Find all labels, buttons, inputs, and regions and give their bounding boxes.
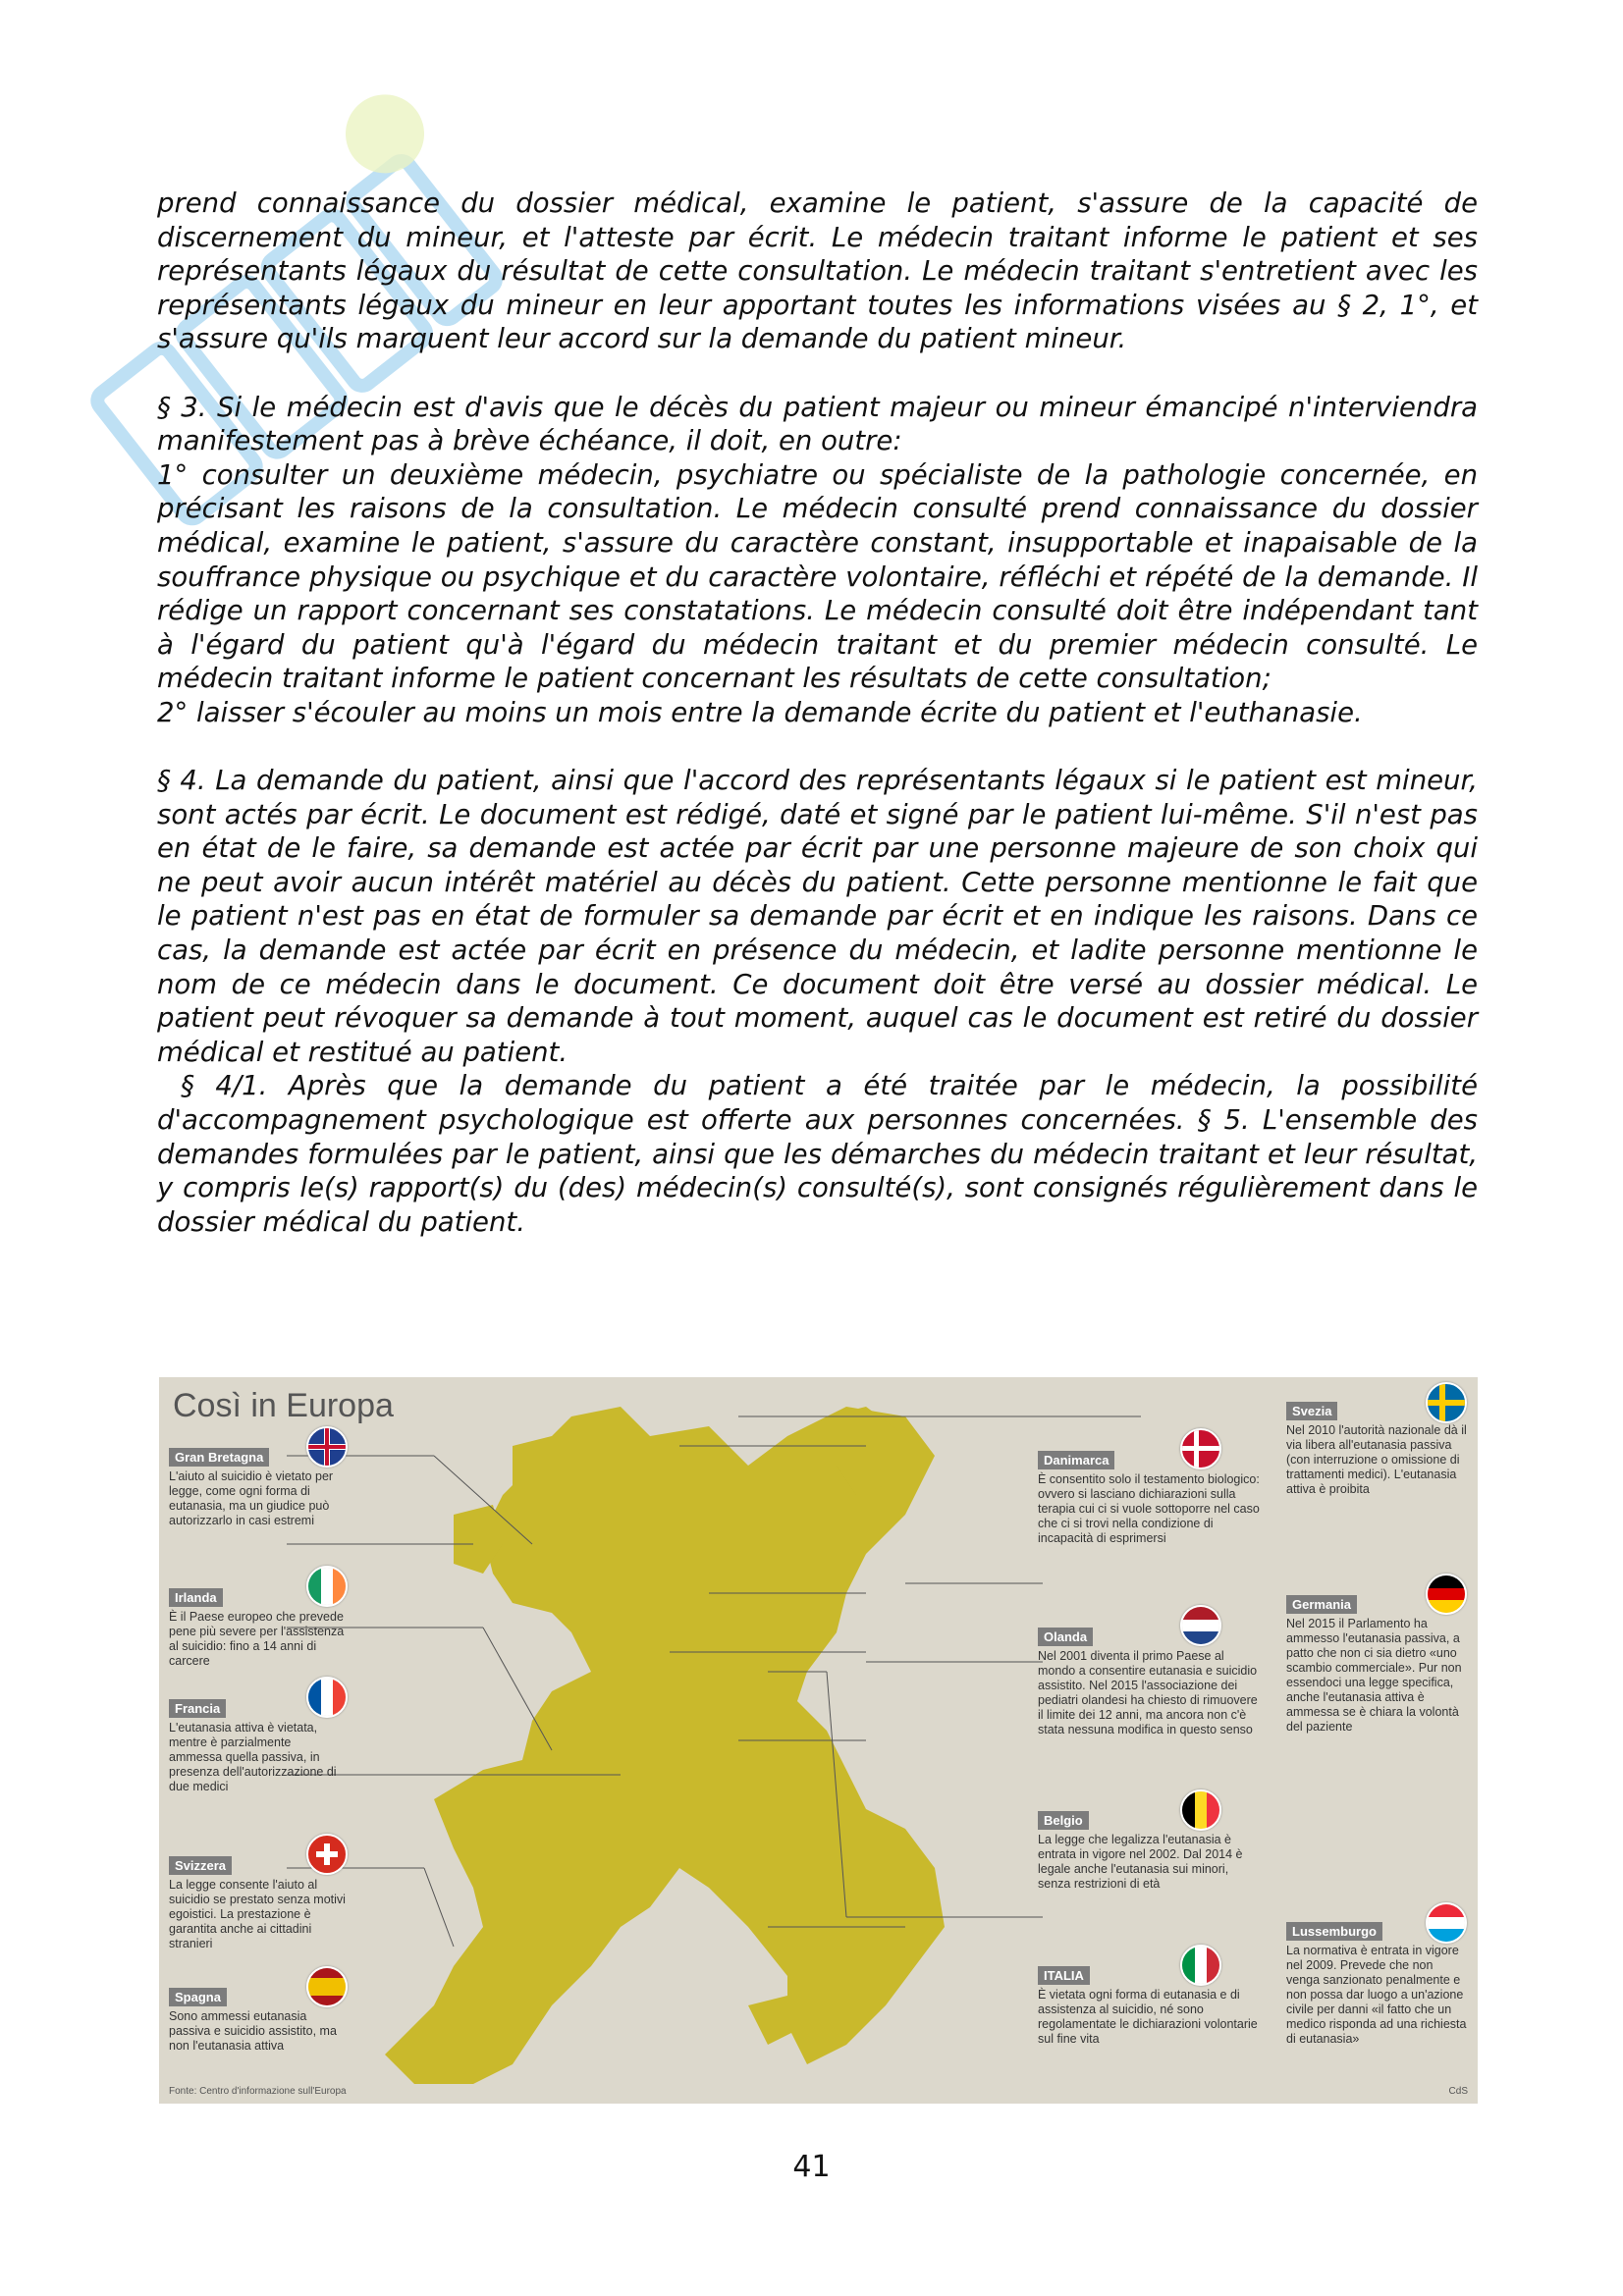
country-text: È consentito solo il testamento biologico: ovvero si lasciano dichiarazioni sulla terapia cui ci si vuole sottoporre nel caso che ci si trovi nella condizione di incapacità di esprimersi: [1038, 1472, 1260, 1545]
infographic-title: Così in Europa: [173, 1387, 394, 1424]
country-box-italia: [1038, 1966, 1264, 2047]
country-name: Belgio: [1038, 1811, 1089, 1830]
country-text: L'aiuto al suicidio è vietato per legge, come ogni forma di eutanasia, ma un giudice può autorizzarlo in casi estremi: [169, 1469, 334, 1527]
uk-flag-icon: [306, 1426, 348, 1468]
country-name: Germania: [1286, 1595, 1357, 1614]
netherlands-flag-icon: [1180, 1605, 1221, 1646]
paragraph-point-1: 1° consulter un deuxième médecin, psychiatre ou spécialiste de la pathologie concernée, en précisant les raisons de la consultation. Le médecin consulté prend connaissance du dossier médical, examine le patient, s'assure du caractère constant, insupportable et inapaisable de la souffrance physique ou psychique et du caractère volontaire, réfléchi et répété de la demande. Il rédige un rapport concernant ses constatations. Le médecin consulté doit être indépendant tant à l'égard du patient qu'à l'égard du médecin traitant et du premier médecin consulté. Le médecin traitant informe le patient concernant les résultats de cette consultation;: [157, 458, 1478, 695]
continental-europe: [385, 1407, 945, 2084]
country-text: È il Paese europeo che prevede pene più severe per l'assistenza al suicidio: fino a 14 anni di carcere: [169, 1610, 345, 1668]
ireland-flag-icon: [306, 1566, 348, 1607]
country-name: Danimarca: [1038, 1451, 1114, 1469]
country-text: È vietata ogni forma di eutanasia e di assistenza al suicidio, né sono regolamentate le dichiarazioni volontarie sul fine vita: [1038, 1988, 1258, 2046]
switzerland-flag-icon: [306, 1834, 348, 1875]
paragraph-section-3: § 3. Si le médecin est d'avis que le décès du patient majeur ou mineur émancipé n'interviendra manifestement pas à brève échéance, il doit, en outre:: [157, 391, 1478, 457]
germany-flag-icon: [1426, 1574, 1467, 1615]
document-body: [157, 187, 1478, 1239]
europe-map: [159, 1377, 1478, 2104]
denmark-flag-icon: [1180, 1428, 1221, 1469]
belgium-flag-icon: [1180, 1789, 1221, 1831]
country-text: Nel 2001 diventa il primo Paese al mondo a consentire eutanasia e suicidio assistito. Nel 2015 l'associazione dei pediatri olandesi ha chiesto di rimuovere il limite dei 12 anni, ma ancora non c'è stata nessuna modifica in questo senso: [1038, 1649, 1258, 1736]
country-name: Irlanda: [169, 1588, 223, 1607]
paragraph-section-4: § 4. La demande du patient, ainsi que l'accord des représentants légaux si le patient est mineur, sont actés par écrit. Le document est rédigé, daté et signé par le patient lui-même. S'il n'est pas en état de le faire, sa demande est actée par écrit par une personne majeure de son choix qui ne peut avoir aucun intérêt matériel au décès du patient. Cette personne mentionne le fait que le patient n'est pas en état de formuler sa demande par écrit et en indique les raisons. Dans ce cas, la demande est actée par écrit en présence du médecin, et ladite personne mentionne le nom de ce médecin dans le document. Ce document doit être versé au dossier médical. Le patient peut révoquer sa demande à tout moment, auquel cas le document est retiré du dossier médical et restitué au patient.: [157, 765, 1478, 1068]
page-number: 41: [792, 2150, 831, 2184]
country-name: Svezia: [1286, 1402, 1337, 1420]
country-text: Nel 2015 il Parlamento ha ammesso l'eutanasia passiva, a patto che non ci sia dietro «uno scambio commerciale». Pur non essendoci una legge specifica, anche l'eutanasia attiva è ammessa se è chiara la volontà del paziente: [1286, 1617, 1462, 1734]
france-flag-icon: [306, 1677, 348, 1718]
italy-flag-icon: [1180, 1945, 1221, 1986]
country-text: Nel 2010 l'autorità nazionale dà il via libera all'eutanasia passiva (con interruzione o omissione di trattamenti medici). L'eutanasia attiva è proibita: [1286, 1423, 1467, 1496]
country-name: Lussemburgo: [1286, 1922, 1382, 1941]
country-name: Svizzera: [169, 1856, 232, 1875]
luxembourg-flag-icon: [1426, 1902, 1467, 1944]
country-text: La legge consente l'aiuto al suicidio se prestato senza motivi egoistici. La prestazione è garantita anche ai cittadini stranieri: [169, 1878, 346, 1950]
country-name: Francia: [169, 1699, 226, 1718]
country-name: ITALIA: [1038, 1966, 1090, 1985]
europe-infographic: [159, 1377, 1478, 2104]
country-box-danimarca: [1038, 1451, 1264, 1546]
country-text: La legge che legalizza l'eutanasia è entrata in vigore nel 2002. Dal 2014 è legale anche l'eutanasia sui minori, senza restrizioni di età: [1038, 1833, 1243, 1891]
paragraph-section-4-1: § 4/1. Après que la demande du patient a été traitée par le médecin, la possibilité d'accompagnement psychologique est offerte aux personnes concernées. § 5. L'ensemble des demandes formulées par le patient, ainsi que les démarches du médecin traitant et leur résultat, y compris le(s) rapport(s) du (des) médecin(s) consulté(s), sont consignés régulièrement dans le dossier médical du patient.: [157, 1070, 1478, 1238]
country-name: Olanda: [1038, 1628, 1093, 1646]
country-box-olanda: [1038, 1628, 1264, 1737]
country-name: Gran Bretagna: [169, 1448, 269, 1467]
country-text: Sono ammessi eutanasia passiva e suicidio assistito, ma non l'eutanasia attiva: [169, 2009, 337, 2053]
country-box-germania: [1286, 1595, 1468, 1735]
spain-flag-icon: [306, 1966, 348, 2007]
country-name: Spagna: [169, 1988, 227, 2006]
figure-credit: CdS: [1448, 2086, 1468, 2097]
paragraph-1: prend connaissance du dossier médical, examine le patient, s'assure de la capacité de discernement du mineur, et l'atteste par écrit. Le médecin traitant informe le patient et ses représentants légaux du résultat de cette consultation. Le médecin traitant s'entretient avec les représentants légaux du mineur en leur apportant toutes les informations visées au § 2, 1°, et s'assure qu'ils marquent leur accord sur la demande du patient mineur.: [157, 187, 1478, 355]
sweden-flag-icon: [1426, 1382, 1467, 1423]
country-text: La normativa è entrata in vigore nel 2009. Prevede che non venga sanzionato penalmente e non possa dar luogo a un'azione civile per danni «il fatto che un medico risponda ad una richiesta di eutanasia»: [1286, 1944, 1467, 2046]
country-box-belgio: [1038, 1811, 1264, 1892]
figure-source: Fonte: Centro d'informazione sull'Europa: [169, 2086, 347, 2097]
country-text: L'eutanasia attiva è vietata, mentre è parzialmente ammessa quella passiva, in presenza dell'autorizzazione di due medici: [169, 1721, 337, 1793]
paragraph-point-2: 2° laisser s'écouler au moins un mois entre la demande écrite du patient et l'euthanasie.: [157, 696, 1363, 728]
